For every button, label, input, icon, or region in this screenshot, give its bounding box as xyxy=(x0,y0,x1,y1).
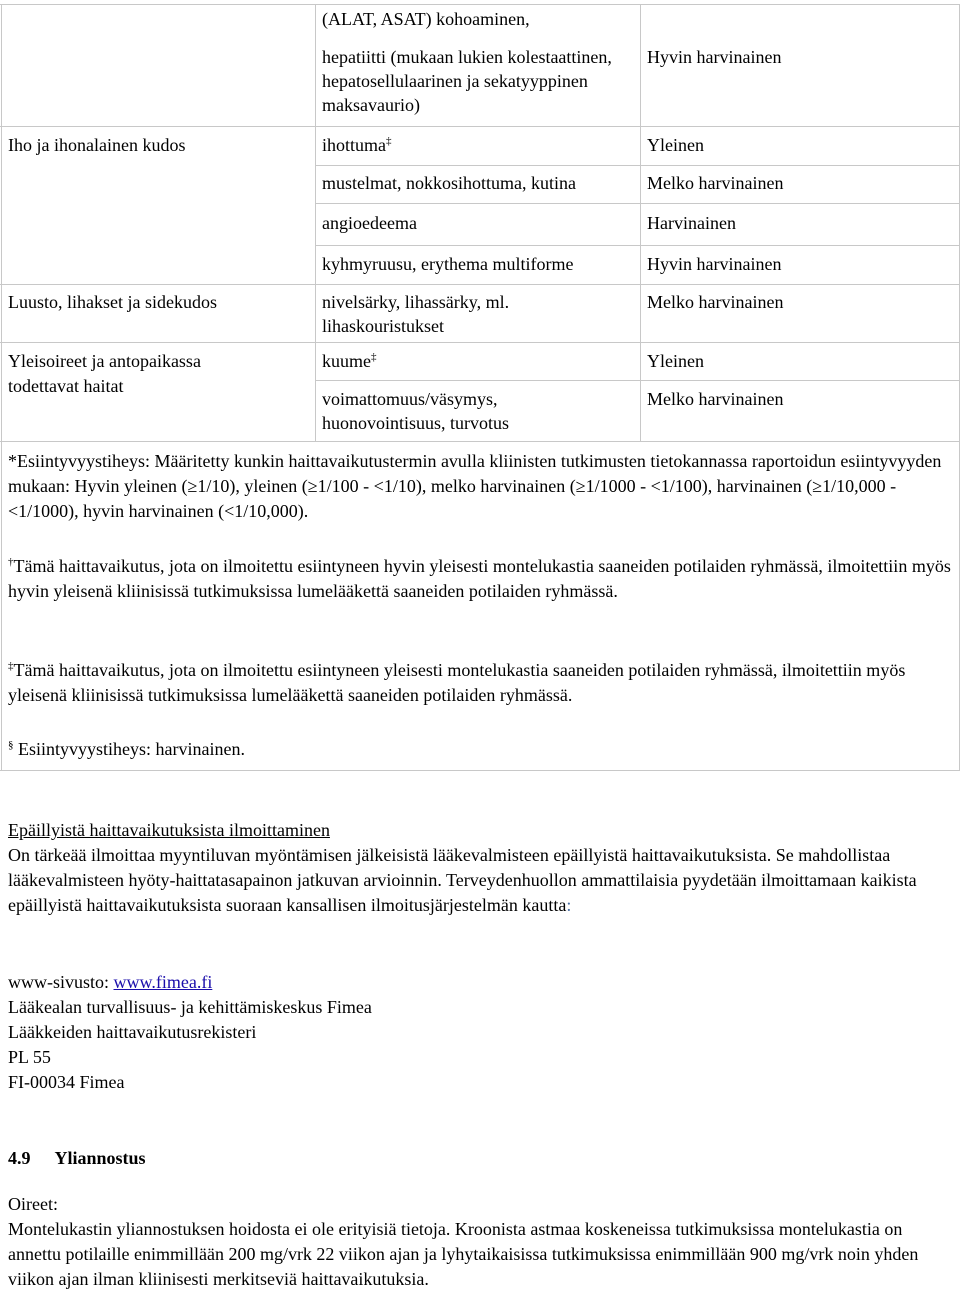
effect-hepatitis: hepatiitti (mukaan lukien kolestaattinen, hepatosellulaarinen ja sekatyyppinen maksavaurio) xyxy=(322,47,612,115)
frequency-hepatitis: Hyvin harvinainen xyxy=(647,47,782,67)
organ-general-line2: todettavat haitat xyxy=(8,376,124,396)
effect-angioedema: angioedeema xyxy=(322,213,417,233)
effect-erythema: kyhmyruusu, erythema multiforme xyxy=(322,254,574,274)
effect-asthenia-line2: huonovointisuus, turvotus xyxy=(322,413,510,433)
organ-skin: Iho ja ihonalainen kudos xyxy=(8,135,186,155)
website-line: www-sivusto: www.fimea.fi xyxy=(8,972,213,992)
frequency-erythema: Hyvin harvinainen xyxy=(647,254,782,274)
frequency-bruising: Melko harvinainen xyxy=(647,173,784,193)
frequency-fever: Yleinen xyxy=(647,351,704,371)
frequency-asthenia: Melko harvinainen xyxy=(647,389,784,409)
section-mark: § xyxy=(8,739,14,751)
fimea-website-link[interactable]: www.fimea.fi xyxy=(113,972,213,992)
effect-rash: ihottuma‡ xyxy=(322,135,392,155)
section-title: Yliannostus xyxy=(54,1148,146,1168)
symptoms-subheading: Oireet: xyxy=(8,1194,58,1214)
reporting-paragraph: On tärkeää ilmoittaa myyntiluvan myöntämisen jälkeisistä lääkevalmisteen epäillyistä haittavaikutuksista. Se mahdollistaa lääkevalmisteen hyöty-haittatasapainon jatkuvan arvioinnin. Terveydenhuollon ammattilaisia pyydetään ilmoittamaan kaikista epäillyistä haittavaikutuksista suoraan kansallisen ilmoitusjärjestelmän kautta: xyxy=(8,845,917,915)
footnote-frequency-definition: *Esiintyvyystiheys: Määritetty kunkin haittavaikutustermin avulla kliinisten tutkimusten tietokannassa raportoidun esiintyvyyden mukaan: Hyvin yleinen (≥1/10), yleinen (≥1/100 - <1/10), melko harvinainen (≥1/1000 - <1/100), harvinainen (≥1/10,000 - <1/1000), hyvin harvinainen (<1/10,000). xyxy=(8,451,942,521)
address-line-3: PL 55 xyxy=(8,1047,51,1067)
address-line-4: FI-00034 Fimea xyxy=(8,1072,125,1092)
effect-bruising: mustelmat, nokkosihottuma, kutina xyxy=(322,173,576,193)
double-dagger-mark: ‡ xyxy=(8,660,14,672)
organ-general-line1: Yleisoireet ja antopaikassa xyxy=(8,351,201,371)
frequency-angioedema: Harvinainen xyxy=(647,213,736,233)
double-dagger-mark: ‡ xyxy=(371,351,377,363)
frequency-arthralgia: Melko harvinainen xyxy=(647,292,784,312)
overdose-body xyxy=(8,1192,953,1292)
footnote-section: § Esiintyvyystiheys: harvinainen. xyxy=(8,739,245,759)
footnote-dagger: †Tämä haittavaikutus, jota on ilmoitettu esiintyneen hyvin yleisesti montelukastia saaneiden potilaiden ryhmässä, ilmoitettiin myös hyvin yleisenä kliinisissä tutkimuksissa lumelääkettä saaneiden potilaiden ryhmässä. xyxy=(8,556,951,601)
effect-fever: kuume‡ xyxy=(322,351,377,371)
reporting-heading: Epäillyistä haittavaikutuksista ilmoittaminen xyxy=(8,820,330,840)
effect-asthenia-line1: voimattomuus/väsymys, xyxy=(322,389,498,409)
frequency-rash: Yleinen xyxy=(647,135,704,155)
dagger-mark: † xyxy=(8,556,14,568)
section-number: 4.9 xyxy=(8,1148,31,1168)
footnote-double-dagger: ‡Tämä haittavaikutus, jota on ilmoitettu esiintyneen yleisesti montelukastia saaneiden potilaiden ryhmässä, ilmoitettiin myös yleisenä kliinisissä tutkimuksissa lumelääkettä saaneiden potilaiden ryhmässä. xyxy=(8,660,906,705)
effect-alat-asat: (ALAT, ASAT) kohoaminen, xyxy=(322,9,530,29)
effect-arthralgia-line1: nivelsärky, lihassärky, ml. xyxy=(322,292,510,312)
effect-arthralgia-line2: lihaskouristukset xyxy=(322,316,444,336)
address-line-1: Lääkealan turvallisuus- ja kehittämiskeskus Fimea xyxy=(8,997,372,1017)
double-dagger-mark: ‡ xyxy=(386,135,392,147)
overdose-paragraph: Montelukastin yliannostuksen hoidosta ei ole erityisiä tietoja. Kroonista astmaa koskeneissa tutkimuksissa montelukastia on annettu potilaille enimmillään 200 mg/vrk 22 viikon ajan ja lyhytaikaisissa tutkimuksissa enimmillään 900 mg/vrk noin yhden viikon ajan ilman kliinisesti merkitseviä haittavaikutuksia. xyxy=(8,1219,919,1289)
organ-musculoskeletal: Luusto, lihakset ja sidekudos xyxy=(8,292,217,312)
address-line-2: Lääkkeiden haittavaikutusrekisteri xyxy=(8,1022,257,1042)
section-heading xyxy=(8,1146,953,1171)
reporting-section xyxy=(8,818,953,918)
contact-block xyxy=(8,970,953,1095)
